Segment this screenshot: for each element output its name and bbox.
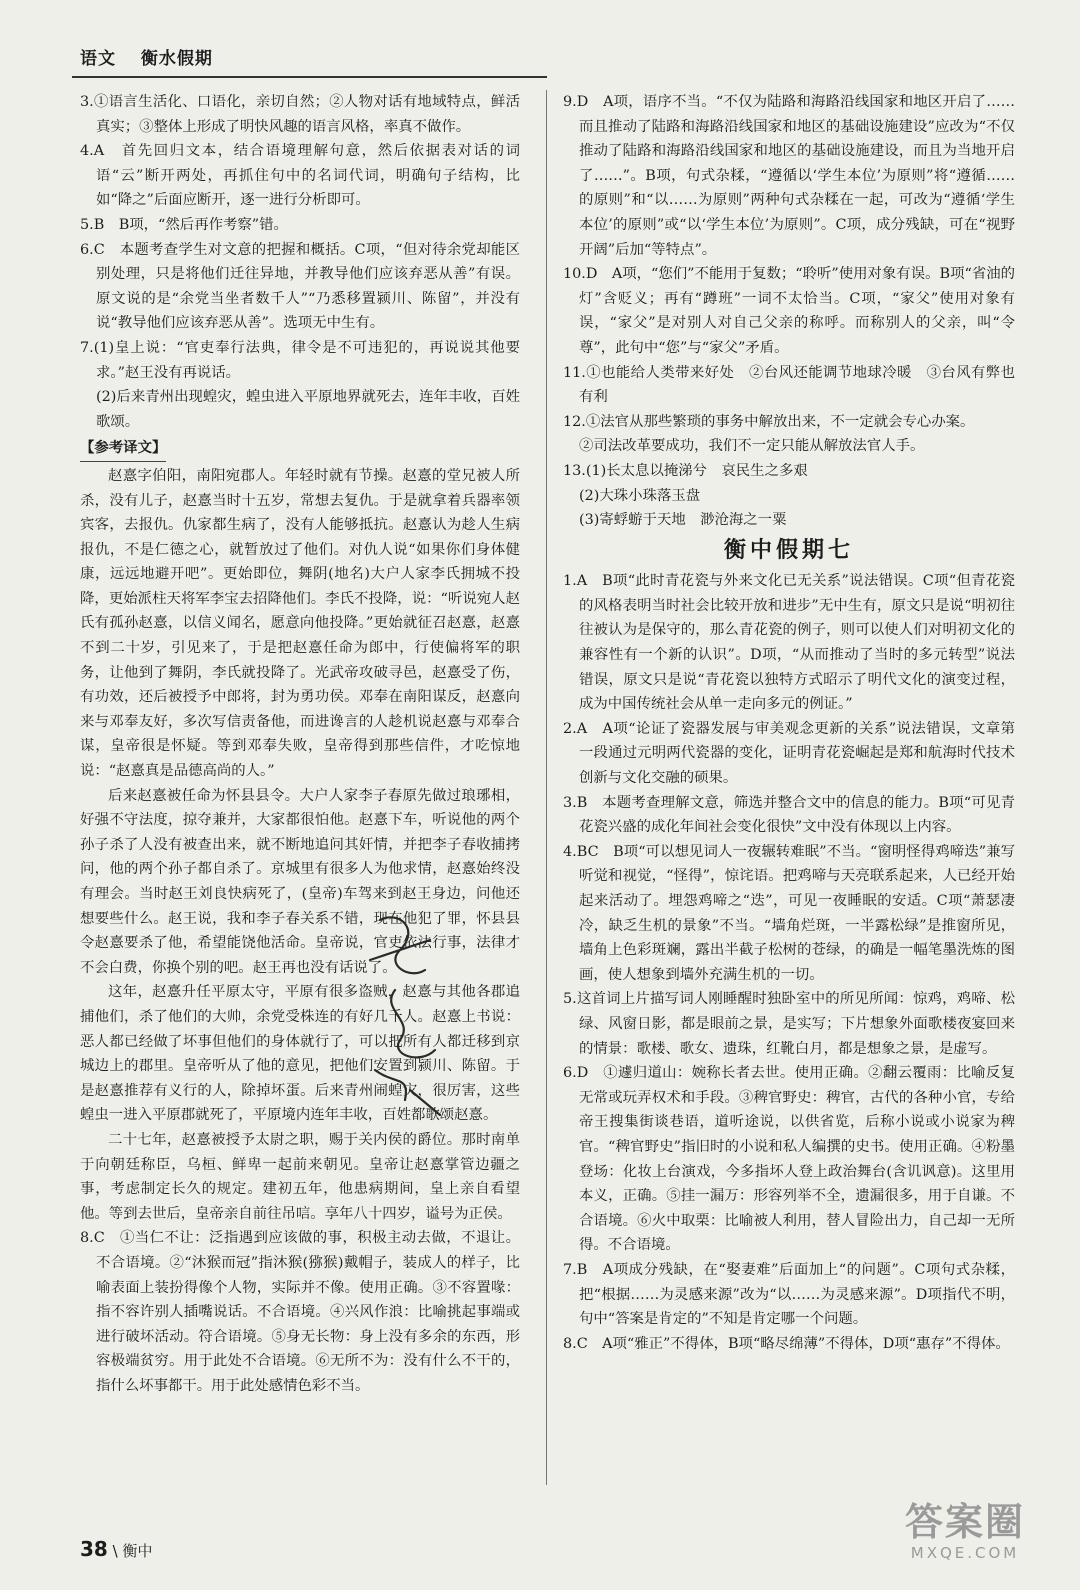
answer-paragraph: (2)后来青州出现蝗灾，蝗虫进入平原地界就死去，连年丰收，百姓歌颂。 [96, 389, 520, 430]
answer-paragraph: 5.B B项，“然后再作考察”错。 [80, 216, 288, 233]
right-column [563, 90, 1015, 1356]
answer-paragraph: 7.B A项成分残缺，在“娶妻难”后面加上“的问题”。C项句式杂糅，把“根据……为灵感来源”改为“以……为灵感来源”。D项指代不明，句中“答案是肯定的”不知是肯定哪一个问题。 [563, 1261, 1015, 1328]
answer-paragraph: 8.C A项“雅正”不得体，B项“略尽绵薄”不得体，D项“惠存”不得体。 [563, 1335, 1010, 1352]
answer-paragraph: 2.A A项“论证了瓷器发展与审美观念更新的关系”说法错误，文章第一段通过元明两代瓷器的变化，证明青花瓷崛起是郑和航海时代技术创新与文化交融的硕果。 [563, 720, 1015, 787]
handwritten-scribble [340, 900, 470, 1130]
answer-paragraph: 12.①法官从那些繁琐的事务中解放出来，不一定就会专心办案。 [563, 413, 975, 430]
answer-paragraph: 10.D A项，“您们”不能用于复数；“聆听”使用对象有误。B项“省油的灯”含贬义；再有“蹲班”一词不太恰当。C项，“家父”使用对象有误，“家父”是对别人对自己父亲的称呼。而称别人的父亲，叫“令尊”，此句中“您”与“家父”矛盾。 [563, 266, 1015, 356]
watermark-url: MXQE.COM [910, 1544, 1020, 1562]
footer-label: \ 衡中 [112, 1542, 153, 1560]
watermark-text: 答案圈 [904, 1500, 1025, 1544]
answer-paragraph: 3.B 本题考查理解文意，筛选并整合文中的信息的能力。B项“可见青花瓷兴盛的成化年间社会变化很快”文中没有体现以上内容。 [563, 794, 1015, 836]
answer-paragraph: 5.这首词上片描写词人刚睡醒时独卧室中的所见所闻：惊鸡，鸡啼、松绿、风窗日影，都是眼前之景，是实写；下片想象外面歌楼夜宴回来的情景：歌楼、歌女、遗珠，红靴白月，都是想象之景，是虚写。 [563, 991, 1015, 1057]
answer-paragraph: 7.(1)皇上说：“官吏奉行法典，律令是不可违犯的，再说说其他要求。”赵王没有再说话。 [80, 339, 520, 381]
answer-paragraph: 6.C 本题考查学生对文意的把握和概括。C项，“但对待余党却能区别处理，只是将他们迁往异地，并教导他们应该弃恶从善”有误。原文说的是“余党当坐者数千人”“乃悉移置颍川、陈留”，并没有说“教导他们应该弃恶从善”。选项无中生有。 [80, 241, 520, 332]
answer-paragraph: 11.①也能给人类带来好处 ②台风还能调节地球冷暖 ③台风有弊也有利 [563, 364, 1015, 406]
header-rule [72, 76, 547, 78]
answer-paragraph: 4.BC B项“可以想见词人一夜辗转难眠”不当。“窗明怪得鸡啼迭”兼写听觉和视觉，“怪得”，惊诧语。把鸡啼与天亮联系起来，人已经开始起来活动了。埋怨鸡啼之“迭”，可见一夜睡眠的安适。C项“萧瑟凄冷，缺乏生机的景象”不当。“墙角烂斑，一半露松绿”是推窗所见，墙角上色彩斑斓，露出半截子松树的苍绿，的确是一幅笔墨洗炼的图画，使人想象到墙外充满生机的一切。 [563, 843, 1015, 983]
section-title: 衡中假期七 [723, 537, 854, 563]
translation-paragraph: 赵憙字伯阳，南阳宛郡人。年轻时就有节操。赵憙的堂兄被人所杀，没有儿子，赵憙当时十五岁，常想去复仇。于是就拿着兵器率领宾客，去报仇。仇家都生病了，没有人能够抵抗。赵憙认为趁人生病报仇，不是仁德之心，就暂放过了他们。对仇人说“如果你们身体健康，远远地避开吧”。更始即位，舞阴(地名)大户人家李氏拥城不投降，更始派柱天将军李宝去招降他们。李氏不投降，说：“听说宛人赵氏有孤孙赵憙，以信义闻名，愿意向他投降。”更始就征召赵憙，赵憙不到二十岁，引见来了，于是把赵憙任命为郎中，行使偏将军的职务，让他到了舞阴，李氏就投降了。光武帝攻破寻邑，赵憙受了伤，有功效，还后被授予中郎将，封为勇功侯。邓奉在南阳谋反，赵憙向来与邓奉友好，多次写信责备他，而进谗言的人趁机说赵憙与邓奉合谋，皇帝很是怀疑。等到邓奉失败，皇帝得到那些信件，才吃惊地说：“赵憙真是品德高尚的人。” [80, 467, 520, 780]
page-footer [80, 1537, 152, 1561]
answer-paragraph: 8.C ①当仁不让：泛指遇到应该做的事，积极主动去做，不退让。不合语境。②“沐猴而冠”指沐猴(猕猴)戴帽子，装成人的样子，比喻表面上装扮得像个人物，实际并不像。使用正确。③不容置喙：指不容许别人插嘴说话。不合语境。④兴风作浪：比喻挑起事端或进行破坏活动。符合语境。⑤身无长物：身上没有多余的东西，形容极端贫穷。用于此处不合语境。⑥无所不为：没有什么不干的，指什么坏事都干。用于此处感情色彩不当。 [80, 1230, 520, 1394]
translation-paragraph: 后来赵憙被任命为怀县县令。大户人家李子春原先做过琅琊相，好强不守法度，掠夺兼并，大家都很怕他。赵憙下车，听说他的两个孙子杀了人没有被查出来，就不断地追问其奸情，并把李子春收捕拷问，他的两个孙子都自杀了。京城里有很多人为他求情，赵憙始终没有理会。当时赵王刘良快病死了，(皇帝)车驾来到赵王身边，问他还想要些什么。赵王说，我和李子春关系不错，现在他犯了罪，怀县县令赵憙要杀了他，希望能饶他活命。皇帝说，官吏依法行事，法律才不会白费，你换个别的吧。赵王再也没有话说了。 [80, 787, 520, 976]
reference-translation-title: 【参考译文】 [80, 436, 166, 462]
left-column [80, 90, 520, 1398]
translation-paragraph: 这年，赵憙升任平原太守，平原有很多盗贼，赵憙与其他各郡追捕他们，杀了他们的大帅，余党受株连的有好几千人。赵憙上书说：恶人都已经做了坏事但他们的身体就行了，可以把所有人都迁移到京城边上的郡里。皇帝听从了他的意见，把他们安置到颍川、陈留。于是赵憙推荐有义行的人，除掉坏蛋。后来青州闹蝗灾，很厉害，这些蝗虫一进入平原郡就死了，平原境内连年丰收，百姓都歌颂赵憙。 [80, 984, 520, 1124]
section-answers [563, 569, 1015, 1356]
column-divider [546, 90, 547, 1485]
answer-paragraph: 4.A 首先回归文本，结合语境理解句意，然后依据表对话的词语“云”断开两处，再抓住句中的名词代词，明确句子结构，比如“降之”后面应断开，逐一进行分析即可。 [80, 143, 520, 209]
watermark-logo [880, 1500, 1050, 1580]
answer-paragraph: 1.A B项“此时青花瓷与外来文化已无关系”说法错误。C项“但青花瓷的风格表明当时社会比较开放和进步”无中生有，原文只是说“明初往往被认为是保守的，那么青花瓷的例子，则可以使人们对明初文化的兼容性有一个新的认识”。D项，“从而推动了当时的多元转型”说法错误，原文只是说“青花瓷以独特方式昭示了明代文化的演变过程，成为中国传统社会从单一走向多元的例证。” [563, 573, 1015, 713]
translation-paragraph: 二十七年，赵憙被授予太尉之职，赐于关内侯的爵位。那时南单于向朝廷称臣，乌桓、鲜卑一起前来朝见。皇帝让赵憙掌管边疆之事，考虑制定长久的规定。建初五年，他患病期间，皇上亲自看望他。等到去世后，皇帝亲自前往吊唁。享年八十四岁，谥号为正侯。 [80, 1131, 520, 1222]
answer-paragraph: 3.①语言生活化、口语化，亲切自然；②人物对话有地域特点，鲜活真实；③整体上形成了明快风趣的语言风格，率真不做作。 [80, 94, 520, 135]
answer-paragraph: ②司法改革要成功，我们不一定只能从解放法官人手。 [579, 438, 925, 455]
answer-paragraph: 9.D A项，语序不当。“不仅为陆路和海路沿线国家和地区开启了……而且推动了陆路和海路沿线国家和地区的基础设施建设”应改为“不仅推动了陆路和海路沿线国家和地区的基础设施建设，而且为当地开启了……”。B项，句式杂糅，“遵循以‘学生本位’为原则”将“遵循……的原则”和“以……为原则”两种句式杂糅在一起，可改为“遵循‘学生本位’的原则”或“以‘学生本位’为原则”。C项，成分残缺，可在“视野开阔”后加“等特点”。 [563, 94, 1015, 258]
answer-paragraph: 6.D ①遽归道山：婉称长者去世。使用正确。②翻云覆雨：比喻反复无常或玩弄权术和手段。③稗官野史：稗官，古代的各种小官，专给帝王搜集街谈巷语，道听途说，以供省览，后称小说或小说家为稗官。“稗官野史”指旧时的小说和私人编撰的史书。使用正确。④粉墨登场：化妆上台演戏，今多指坏人登上政治舞台(含讥讽意)。这里用本义，正确。⑤挂一漏万：形容列举不全，遗漏很多，用于自谦。不合语境。⑥火中取栗：比喻被人利用，替人冒险出力，自己却一无所得。不合语境。 [563, 1065, 1015, 1254]
right-answers [563, 90, 1015, 533]
header-subject: 语文 [80, 49, 116, 69]
left-answers [80, 90, 520, 434]
answer-paragraph: (2)大珠小珠落玉盘 [579, 487, 701, 504]
answer-paragraph: (3)寄蜉蝣于天地 渺沧海之一粟 [579, 512, 787, 529]
left-answers-continued [80, 1226, 520, 1398]
running-header [80, 44, 231, 69]
page-number: 38 [80, 1537, 108, 1561]
header-book: 衡水假期 [140, 49, 213, 69]
answer-paragraph: 13.(1)长太息以掩涕兮 哀民生之多艰 [563, 462, 808, 479]
